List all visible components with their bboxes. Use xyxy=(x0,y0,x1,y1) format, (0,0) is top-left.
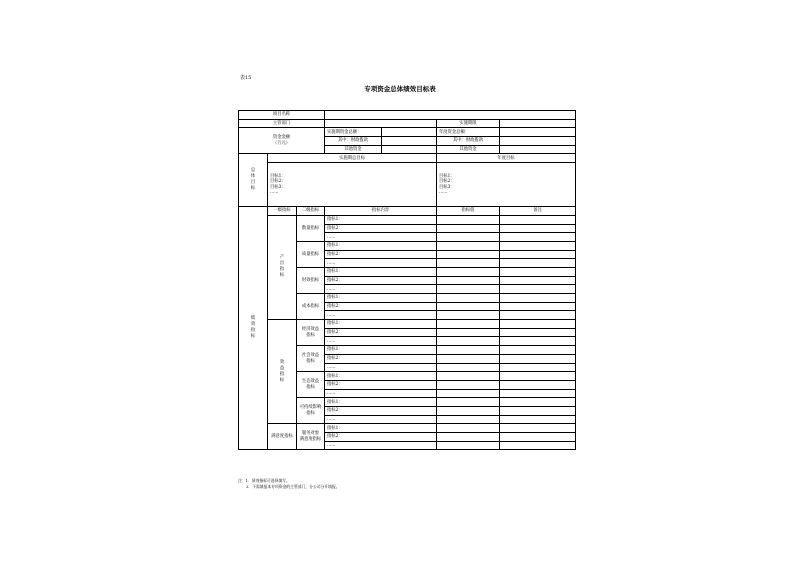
indicator-content[interactable]: 指标2： xyxy=(325,276,437,285)
level2-indicator xyxy=(297,267,325,293)
notes xyxy=(238,478,340,490)
level2-indicator-text: 经济效益 指标 xyxy=(301,327,320,338)
indicator-remark[interactable] xyxy=(500,415,576,424)
annual-goal-more: …… xyxy=(439,189,448,195)
annual-total-value[interactable] xyxy=(500,128,576,137)
perf-indicator-text: 绩 效 指 标 xyxy=(250,316,256,340)
level2-indicator xyxy=(297,424,325,450)
level2-indicator-text: 生态效益 指标 xyxy=(301,379,320,390)
indicator-remark[interactable] xyxy=(500,354,576,363)
annual-goal-1: 目标1： xyxy=(439,174,455,180)
col-content-header: 指标内容 xyxy=(325,207,437,216)
period-goal-list[interactable] xyxy=(268,163,437,207)
project-name-value[interactable] xyxy=(325,111,576,120)
indicator-content[interactable]: 指标1： xyxy=(325,346,437,355)
level2-indicator xyxy=(297,372,325,398)
indicator-content[interactable]: 指标2： xyxy=(325,380,437,389)
level2-indicator-text: 质量指标 xyxy=(301,251,320,257)
indicator-value[interactable] xyxy=(437,398,500,407)
level2-indicator xyxy=(297,241,325,267)
indicator-remark[interactable] xyxy=(500,241,576,250)
note-1: 注：1．绩效指标可选择填写。 xyxy=(238,478,290,483)
indicator-remark[interactable] xyxy=(500,337,576,346)
indicator-content[interactable]: 指标2： xyxy=(325,406,437,415)
level1-indicator-text: 满意度指标 xyxy=(271,433,293,439)
level2-indicator-text: 时效指标 xyxy=(301,277,320,283)
col-level1-header: 一级指标 xyxy=(268,207,297,216)
col-value-header: 指标值 xyxy=(437,207,500,216)
indicator-value[interactable] xyxy=(437,294,500,303)
indicator-remark[interactable] xyxy=(500,320,576,329)
period-label: 实施期限 xyxy=(437,119,500,128)
indicator-value[interactable] xyxy=(437,285,500,294)
note-2: 2．不需填报本专项资金的主管部门，分公司分开填报。 xyxy=(246,484,340,489)
level1-indicator xyxy=(268,320,297,424)
dept-value[interactable] xyxy=(325,119,437,128)
indicator-remark[interactable] xyxy=(500,224,576,233)
indicator-value[interactable] xyxy=(437,363,500,372)
indicator-remark[interactable] xyxy=(500,302,576,311)
level2-indicator-text: 服务对象 满意度指标 xyxy=(299,431,322,442)
indicator-remark[interactable] xyxy=(500,398,576,407)
indicator-content[interactable]: 指标1： xyxy=(325,294,437,303)
indicator-value[interactable] xyxy=(437,415,500,424)
period-fiscal-label: 其中：财政拨款 xyxy=(325,137,382,146)
period-goal-3: 目标3： xyxy=(270,184,286,190)
col-level2-header: 二级指标 xyxy=(297,207,325,216)
indicator-content[interactable]: 指标2： xyxy=(325,433,437,442)
indicator-content[interactable]: …… xyxy=(325,233,437,242)
level2-indicator xyxy=(297,320,325,346)
indicator-remark[interactable] xyxy=(500,250,576,259)
period-goal-2: 目标2： xyxy=(270,179,286,185)
indicator-content[interactable]: 指标1： xyxy=(325,398,437,407)
indicator-value[interactable] xyxy=(437,241,500,250)
indicator-remark[interactable] xyxy=(500,424,576,433)
indicator-content[interactable]: 指标2： xyxy=(325,328,437,337)
indicator-value[interactable] xyxy=(437,311,500,320)
indicator-value[interactable] xyxy=(437,276,500,285)
indicator-content[interactable]: 指标2： xyxy=(325,250,437,259)
indicator-remark[interactable] xyxy=(500,441,576,450)
indicator-content[interactable]: 指标1： xyxy=(325,241,437,250)
annual-goal-2: 目标2： xyxy=(439,179,455,185)
indicator-remark[interactable] xyxy=(500,406,576,415)
level2-indicator-text: 成本指标 xyxy=(301,303,320,309)
indicator-value[interactable] xyxy=(437,441,500,450)
level1-indicator xyxy=(268,215,297,319)
annual-total-label: 年度资金总额： xyxy=(437,128,500,137)
annual-other-value[interactable] xyxy=(500,145,576,154)
level2-indicator-text: 数量指标 xyxy=(301,225,320,231)
indicator-content[interactable]: 指标2： xyxy=(325,224,437,233)
indicator-remark[interactable] xyxy=(500,363,576,372)
level2-indicator-text: 社会效益 指标 xyxy=(301,353,320,364)
annual-goal-header: 年度目标 xyxy=(437,154,576,163)
indicator-value[interactable] xyxy=(437,328,500,337)
period-value[interactable] xyxy=(500,119,576,128)
period-goal-header: 实施期总目标 xyxy=(268,154,437,163)
indicator-value[interactable] xyxy=(437,233,500,242)
indicator-value[interactable] xyxy=(437,380,500,389)
annual-goal-3: 目标3： xyxy=(439,184,455,190)
indicator-value[interactable] xyxy=(437,224,500,233)
indicator-remark[interactable] xyxy=(500,380,576,389)
level1-indicator xyxy=(268,424,297,450)
period-goal-1: 目标1： xyxy=(270,174,286,180)
indicator-value[interactable] xyxy=(437,267,500,276)
indicator-value[interactable] xyxy=(437,389,500,398)
indicator-content[interactable]: 指标2： xyxy=(325,354,437,363)
indicator-value[interactable] xyxy=(437,302,500,311)
level2-indicator-text: 可持续影响 指标 xyxy=(299,405,322,416)
indicator-row xyxy=(239,215,576,224)
level1-indicator-text: 产 出 指 标 xyxy=(279,255,285,279)
overall-goal-label xyxy=(239,154,268,207)
indicator-remark[interactable] xyxy=(500,215,576,224)
indicator-remark[interactable] xyxy=(500,433,576,442)
level2-indicator xyxy=(297,346,325,372)
indicator-content[interactable]: 指标2： xyxy=(325,302,437,311)
col-remark-header: 备注 xyxy=(500,207,576,216)
period-total-label: 实施期资金总额： xyxy=(325,128,382,137)
level2-indicator xyxy=(297,215,325,241)
level2-indicator xyxy=(297,398,325,424)
indicator-remark[interactable] xyxy=(500,233,576,242)
indicator-content[interactable]: …… xyxy=(325,259,437,268)
indicator-value[interactable] xyxy=(437,424,500,433)
period-goal-more: …… xyxy=(270,189,279,195)
indicator-content[interactable]: …… xyxy=(325,415,437,424)
indicator-content[interactable]: 指标1： xyxy=(325,267,437,276)
indicator-value[interactable] xyxy=(437,259,500,268)
indicator-content[interactable]: …… xyxy=(325,311,437,320)
perf-indicator-label xyxy=(239,207,268,450)
indicator-content[interactable]: 指标1： xyxy=(325,424,437,433)
indicator-content[interactable]: 指标1： xyxy=(325,215,437,224)
annual-other-label: 其他资金 xyxy=(437,145,500,154)
indicator-remark[interactable] xyxy=(500,267,576,276)
annual-fiscal-label: 其中：财政拨款 xyxy=(437,137,500,146)
level1-indicator-text: 效 益 指 标 xyxy=(279,359,285,383)
project-name-label: 项目名称 xyxy=(239,111,325,120)
indicator-value[interactable] xyxy=(437,372,500,381)
indicator-remark[interactable] xyxy=(500,346,576,355)
indicator-content[interactable]: 指标1： xyxy=(325,372,437,381)
indicator-value[interactable] xyxy=(437,250,500,259)
indicator-remark[interactable] xyxy=(500,285,576,294)
indicator-remark[interactable] xyxy=(500,276,576,285)
indicator-value[interactable] xyxy=(437,406,500,415)
indicator-content[interactable]: …… xyxy=(325,337,437,346)
period-other-value[interactable] xyxy=(382,145,437,154)
period-fiscal-value[interactable] xyxy=(382,137,437,146)
indicator-remark[interactable] xyxy=(500,311,576,320)
indicator-value[interactable] xyxy=(437,215,500,224)
indicator-value[interactable] xyxy=(437,354,500,363)
indicator-value[interactable] xyxy=(437,337,500,346)
level2-indicator xyxy=(297,294,325,320)
fund-amount-label xyxy=(239,128,325,154)
indicator-remark[interactable] xyxy=(500,294,576,303)
page-title: 专项资金总体绩效目标表 xyxy=(364,85,436,93)
indicator-remark[interactable] xyxy=(500,259,576,268)
period-other-label: 其他资金 xyxy=(325,145,382,154)
fund-amount-text: 资金金额 （万元） xyxy=(272,134,291,146)
annual-fiscal-value[interactable] xyxy=(500,137,576,146)
indicator-value[interactable] xyxy=(437,346,500,355)
performance-target-table xyxy=(238,110,576,450)
indicator-remark[interactable] xyxy=(500,328,576,337)
indicator-content[interactable]: …… xyxy=(325,441,437,450)
indicator-content[interactable]: 指标1： xyxy=(325,320,437,329)
indicator-remark[interactable] xyxy=(500,372,576,381)
indicator-content[interactable]: …… xyxy=(325,285,437,294)
dept-label: 主管部门 xyxy=(239,119,325,128)
indicator-value[interactable] xyxy=(437,320,500,329)
overall-goal-text: 总 体 目 标 xyxy=(250,168,256,192)
indicator-row xyxy=(239,320,576,329)
indicator-value[interactable] xyxy=(437,433,500,442)
period-total-value[interactable] xyxy=(382,128,437,137)
indicator-row xyxy=(239,424,576,433)
annual-goal-list[interactable] xyxy=(437,163,576,207)
indicator-remark[interactable] xyxy=(500,389,576,398)
indicator-content[interactable]: …… xyxy=(325,389,437,398)
page-label: 表15 xyxy=(240,75,252,81)
indicator-content[interactable]: …… xyxy=(325,363,437,372)
